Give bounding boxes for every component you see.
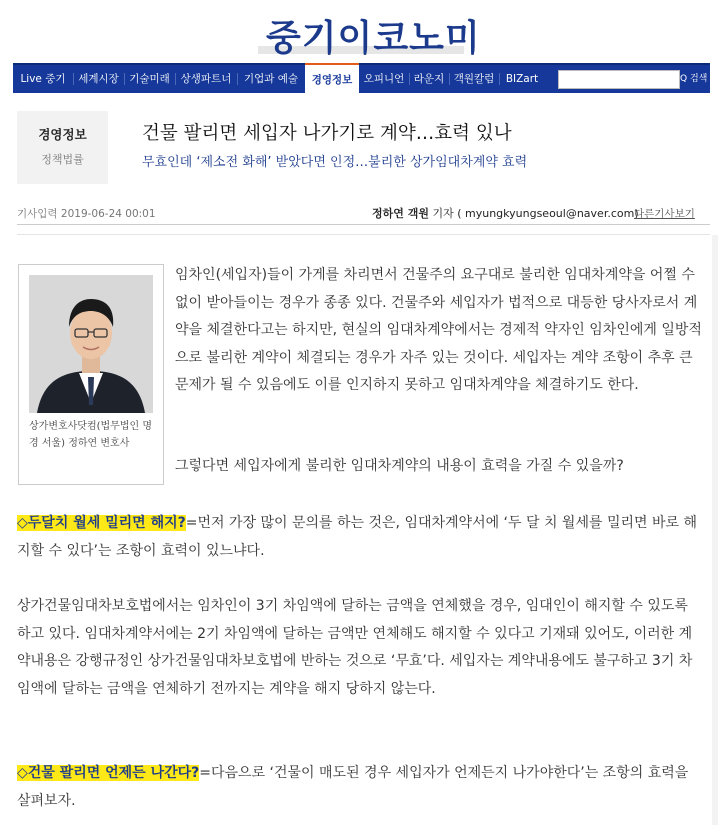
nav-item-art[interactable]: 기업과 예술 [243,73,299,85]
main-nav [13,63,710,93]
masthead [0,0,720,62]
author-photo [29,275,153,413]
paragraph-text: =먼저 가장 많이 문의를 하는 것은, 임대차계약서에 ‘두 달 치 월세를 밀리면 바로 해지할 수 있다’는 조항이 효력이 있느냐다. [17,515,697,559]
nav-item-tech[interactable]: 기술미래 [129,73,170,85]
scrollbar-track[interactable] [712,235,718,825]
site-logo[interactable]: 중기이코노미 [266,18,481,59]
author-email[interactable]: ( myungkyungseoul@naver.com) [457,207,639,220]
article-headline: 건물 팔리면 세입자 나가기로 계약…효력 있나 [142,123,512,144]
nav-item-partner[interactable]: 상생파트너 [180,73,232,85]
section-title: 경영정보 [38,127,87,142]
article-paragraph: 상가건물임대차보호법에서는 임차인이 3기 차임액에 달하는 금액을 연체했을 경우, 임대인이 해지할 수 있도록 하고 있다. 임대차계약서에는 2기 차임액에 달하는 금액만 연체해도 해지할 수 있다고 기재돼 있어도, 이러한 계약내용은 강행규정인 상가건물임대차보호법에 반하는 것으로 ‘무효’다. 세입자는 계약내용에도 불구하고 3기 차임액에 달하는 금액을 연체하기 전까지는 계약을 해지 당하지 않는다. [17,598,693,697]
section-subtitle: 정책법률 [41,153,84,166]
article-subheadline: 무효인데 ‘제소전 화해’ 받았다면 인정…불리한 상가임대차계약 효력 [142,155,528,170]
subheading-highlight: ◇두달치 월세 밀리면 해지? [17,515,186,531]
search-input[interactable] [558,70,680,89]
more-articles-link[interactable]: 다른기사보기 [634,208,695,220]
author-role: 기자 [428,207,454,220]
photo-caption: 상가변호사닷컴(법무법인 명경 서울) 정하연 변호사 [29,421,152,449]
section-label-box [17,111,108,184]
search-button[interactable]: Q 검색 [680,74,708,84]
article-paragraph: 임차인(세입자)들이 가게를 차리면서 건물주의 요구대로 불리한 임대차계약을 어쩔 수 없이 받아들이는 경우가 종종 있다. 건물주와 세입자가 법적으로 대등한 당사자로서 계약을 체결한다고는 하지만, 현실의 임대차계약에서는 경제적 약자인 임차인에게 일방적으로 불리한 계약이 체결되는 경우가 자주 있는 것이다. 세입자는 계약 조항이 추후 큰 문제가 될 수 있음에도 이를 인지하지 못하고 임대차계약을 체결하기도 한다. [175,267,702,393]
nav-item-opinion[interactable]: 오피니언 [363,73,405,85]
article-paragraph [17,510,705,565]
article-paragraph: 그렇다면 세입자에게 불리한 임대차계약의 내용이 효력을 가질 수 있을까? [175,458,624,474]
publish-date: 기사입력 2019-06-24 00:01 [17,208,156,220]
nav-item-lounge[interactable]: 라운지 [413,73,445,85]
author-byline [372,205,639,221]
author-photo-box [18,264,164,485]
author-name: 정하연 객원 [372,207,429,220]
divider [17,234,710,235]
article-meta [17,202,710,225]
nav-item-column[interactable]: 객원칼럼 [453,73,495,85]
nav-item-bizart[interactable]: BIZart [505,73,539,85]
nav-item-world[interactable]: 세계시장 [78,73,119,85]
article-paragraph [17,760,705,815]
subheading-highlight: ◇건물 팔리면 언제든 나간다? [17,765,200,781]
nav-item-live[interactable]: Live 중기 [20,73,66,85]
nav-item-management[interactable]: 경영정보 [305,63,359,95]
paragraph-text: =다음으로 ‘건물이 매도된 경우 세입자가 언제든지 나가야한다’는 조항의 효력을 살펴보자. [17,765,689,809]
